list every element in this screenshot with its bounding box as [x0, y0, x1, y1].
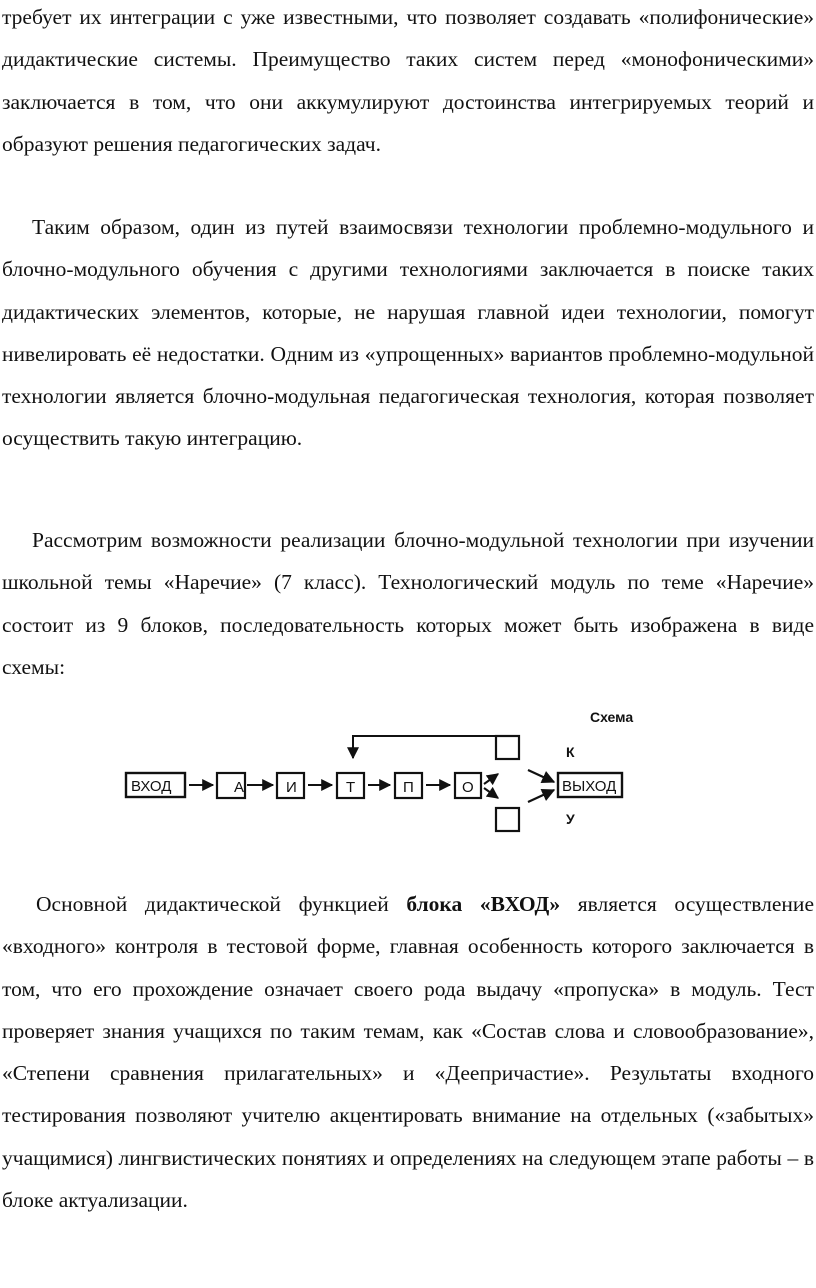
scheme-title: Схема [590, 709, 634, 725]
block-a-label: А [234, 779, 245, 796]
paragraph-1: требует их интеграции с уже известными, что позволяет создавать «полифонические» дидактические системы. Преимущество таких систем перед «монофоническими» заключается в том, что они аккумулируют достоинства интегрируемых теорий и образуют решения педагогических задач. [2, 5, 814, 156]
branch-label-k: К [566, 744, 575, 760]
block-o-label: О [462, 779, 474, 796]
paragraph-4 [2, 883, 814, 1221]
block-t-label: Т [346, 779, 356, 796]
block-i-label: И [286, 779, 297, 796]
paragraph-3: Рассмотрим возможности реализации блочно-модульной технологии при изучении школьной темы «Наречие» (7 класс). Технологический модуль по теме «Наречие» состоит из 9 блоков, последовательность которых может быть изображена в виде схемы: [2, 528, 814, 679]
block-p-label: П [403, 779, 414, 796]
feedback-loop-line [353, 736, 498, 758]
paragraph-4-rest: является осуществление «входного» контроля в тестовой форме, главная особенность которого заключается в том, что его прохождение означает своего рода выдачу «пропуска» в модуль. Тест проверяет знания учащихся по таким темам, как «Состав слова и словообразование», «Степени сравнения прилагательных» и «Деепричастие». Результаты входного тестирования позволяют учителю акцентировать внимание на отдельных («забытых» учащимися) лингвистических понятиях и определениях на следующем этапе работы – в блоке актуализации. [2, 892, 814, 1213]
branch-box-k [496, 736, 519, 759]
paragraph-4-emphasis: блока «ВХОД» [406, 892, 561, 916]
arrow-o-branch-top [484, 774, 498, 784]
arrow-to-exit-top [528, 770, 554, 782]
arrow-o-branch-bottom [484, 788, 498, 798]
paragraph-4-lead: Основной дидактической функцией [36, 892, 407, 916]
branch-box-u [496, 808, 519, 831]
branch-label-u: У [566, 811, 575, 827]
module-scheme-diagram [118, 700, 638, 840]
exit-block-label: ВЫХОД [562, 778, 617, 795]
paragraph-2: Таким образом, один из путей взаимосвязи технологии проблемно-модульного и блочно-модульного обучения с другими технологиями заключается в поиске таких дидактических элементов, которые, не нарушая главной идеи технологии, помогут нивелировать её недостатки. Одним из «упрощенных» вариантов проблемно-модульной технологии является блочно-модульная педагогическая технология, которая позволяет осуществить такую интеграцию. [2, 215, 814, 451]
arrow-to-exit-bottom [528, 790, 554, 802]
entry-block-label: ВХОД [131, 778, 172, 795]
